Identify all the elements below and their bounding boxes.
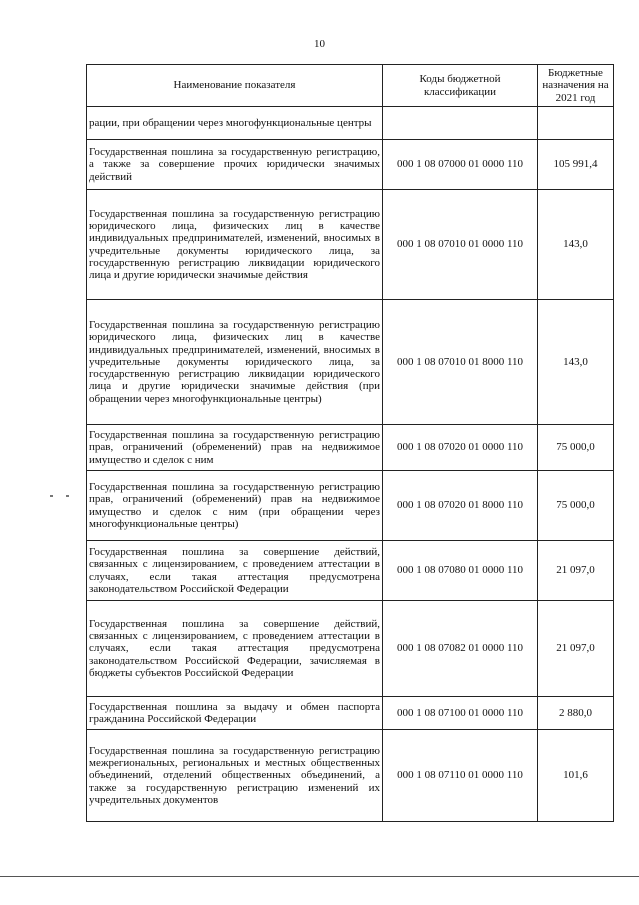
- row-name: Государственная пошлина за государственную регистрацию прав, ограничений (обременений) прав на недвижимое имущество и сделок с ним: [87, 425, 383, 471]
- table-row: [87, 190, 614, 300]
- row-amount: [538, 107, 614, 140]
- row-amount: 2 880,0: [538, 697, 614, 730]
- table-row: [87, 425, 614, 471]
- row-code: [383, 107, 538, 140]
- row-code: 000 1 08 07082 01 0000 110: [383, 601, 538, 697]
- scan-edge-line: [0, 876, 639, 877]
- row-code: 000 1 08 07110 01 0000 110: [383, 730, 538, 822]
- row-amount: 101,6: [538, 730, 614, 822]
- header-name: Наименование показателя: [87, 65, 383, 107]
- row-name: Государственная пошлина за государственную регистрацию юридического лица, физических лиц в качестве индивидуальных предпринимателей, изменений, вносимых в учредительные документы юридического лица, за государственную регистрацию ликвидации юридического лица и другие юридически значимые действия: [87, 190, 383, 300]
- table-row: [87, 730, 614, 822]
- table-row: [87, 601, 614, 697]
- header-code: Коды бюджетной классификации: [383, 65, 538, 107]
- row-name: рации, при обращении через многофункциональные центры: [87, 107, 383, 140]
- row-code: 000 1 08 07080 01 0000 110: [383, 541, 538, 601]
- header-amount: Бюджетные назначения на 2021 год: [538, 65, 614, 107]
- table-row: [87, 697, 614, 730]
- row-code: 000 1 08 07010 01 8000 110: [383, 300, 538, 425]
- row-name: Государственная пошлина за совершение действий, связанных с лицензированием, с проведением аттестации в случаях, если такая аттестация предусмотрена законодательством Российской Федерации, зачисляемая в бюджеты субъектов Российской Федерации: [87, 601, 383, 697]
- page-number: 10: [314, 38, 325, 50]
- row-name: Государственная пошлина за выдачу и обмен паспорта гражданина Российской Федерации: [87, 697, 383, 730]
- row-amount: 75 000,0: [538, 471, 614, 541]
- row-amount: 21 097,0: [538, 541, 614, 601]
- row-code: 000 1 08 07020 01 0000 110: [383, 425, 538, 471]
- table-row: [87, 300, 614, 425]
- table-row: [87, 471, 614, 541]
- header-row: [87, 65, 614, 107]
- row-code: 000 1 08 07000 01 0000 110: [383, 140, 538, 190]
- budget-table: [86, 64, 614, 822]
- row-amount: 75 000,0: [538, 425, 614, 471]
- table-row: [87, 541, 614, 601]
- scan-speck: [66, 495, 69, 497]
- table-header: [87, 65, 614, 107]
- table-row: [87, 107, 614, 140]
- row-amount: 105 991,4: [538, 140, 614, 190]
- row-name: Государственная пошлина за государственную регистрацию прав, ограничений (обременений) прав на недвижимое имущество и сделок с ним (при обращении через многофункциональные центры): [87, 471, 383, 541]
- row-name: Государственная пошлина за государственную регистрацию юридического лица, физических лиц в качестве индивидуальных предпринимателей, изменений, вносимых в учредительные документы юридического лица, за государственную регистрацию ликвидации юридического лица и другие юридически значимые действия (при обращении через многофункциональные центры): [87, 300, 383, 425]
- row-amount: 143,0: [538, 190, 614, 300]
- row-name: Государственная пошлина за государственную регистрацию межрегиональных, региональных и местных общественных объединений, отделений общественных объединений, а также за государственную регистрацию изменений их учредительных документов: [87, 730, 383, 822]
- row-name: Государственная пошлина за государственную регистрацию, а также за совершение прочих юридически значимых действий: [87, 140, 383, 190]
- scan-speck: [50, 495, 53, 497]
- row-code: 000 1 08 07010 01 0000 110: [383, 190, 538, 300]
- row-name: Государственная пошлина за совершение действий, связанных с лицензированием, с проведением аттестации в случаях, если такая аттестация предусмотрена законодательством Российской Федерации: [87, 541, 383, 601]
- row-code: 000 1 08 07020 01 8000 110: [383, 471, 538, 541]
- row-amount: 143,0: [538, 300, 614, 425]
- row-amount: 21 097,0: [538, 601, 614, 697]
- row-code: 000 1 08 07100 01 0000 110: [383, 697, 538, 730]
- table-row: [87, 140, 614, 190]
